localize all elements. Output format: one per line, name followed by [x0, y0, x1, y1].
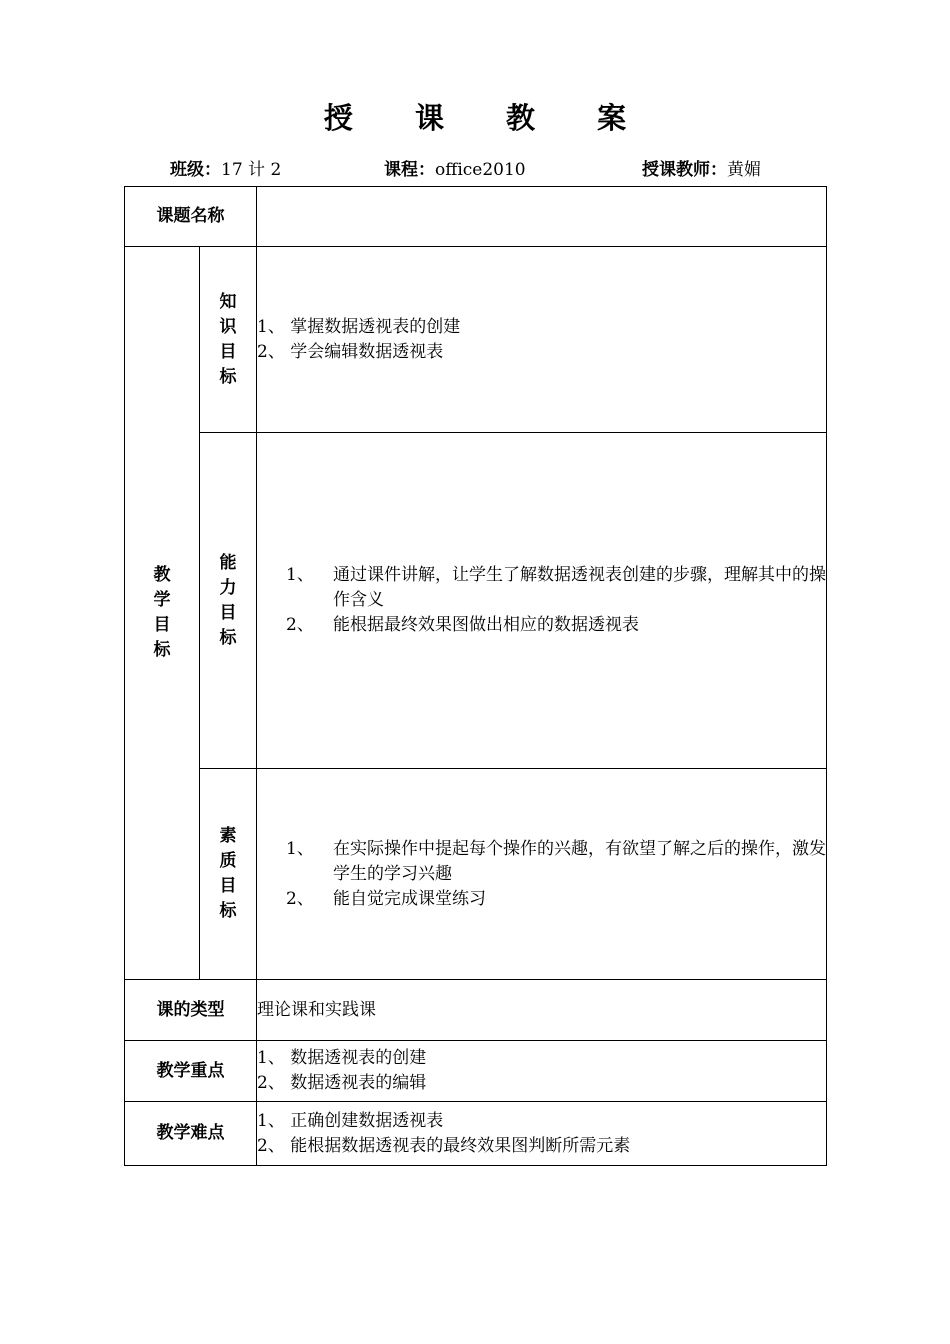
item-number: 1、: [286, 838, 314, 859]
list-item: 1、 掌握数据透视表的创建: [257, 316, 461, 337]
ability-goal-content: [257, 433, 827, 769]
list-item: [286, 563, 826, 613]
knowledge-goal-content: [257, 247, 827, 433]
quality-goal-content: [257, 769, 827, 980]
key-points-content: [257, 1041, 827, 1102]
class-value: 17 计 2: [221, 160, 282, 180]
topic-value: [257, 187, 827, 247]
teaching-goals-label: [125, 247, 200, 980]
teacher-info: [642, 155, 761, 180]
list-item: 2、 学会编辑数据透视表: [257, 341, 444, 362]
list-item: [286, 887, 826, 912]
document-title: 授 课 教 案: [323, 101, 653, 135]
topic-row: [125, 187, 827, 247]
lesson-type-row: [125, 980, 827, 1041]
lesson-type-value: 理论课和实践课: [257, 980, 827, 1041]
difficulties-label: 教学难点: [125, 1102, 257, 1166]
lesson-plan-table: [124, 186, 827, 1166]
item-text: 能自觉完成课堂练习: [333, 888, 486, 909]
quality-goal-list: [257, 837, 826, 912]
knowledge-goal-row: [125, 247, 827, 433]
quality-goal-row: [125, 769, 827, 980]
list-item: [286, 613, 826, 638]
list-item: 1、 正确创建数据透视表: [257, 1110, 444, 1131]
list-item: 2、 能根据数据透视表的最终效果图判断所需元素: [257, 1135, 631, 1156]
knowledge-goal-label: [200, 247, 257, 433]
item-text: 能根据最终效果图做出相应的数据透视表: [333, 615, 639, 635]
teacher-value: 黄媚: [727, 160, 761, 180]
quality-goal-label-text: 素质目标: [219, 826, 237, 921]
teaching-goals-label-text: 教学目标: [153, 565, 171, 660]
quality-goal-label: [200, 769, 257, 980]
class-info: [170, 155, 281, 180]
item-text: 通过课件讲解，让学生了解数据透视表创建的步骤，理解其中的操作含义: [333, 565, 826, 610]
ability-goal-row: [125, 433, 827, 769]
key-points-label: 教学重点: [125, 1041, 257, 1102]
knowledge-goal-label-text: 知识目标: [219, 291, 237, 387]
course-label: 课程：: [384, 160, 435, 180]
topic-label: 课题名称: [125, 187, 257, 247]
key-points-row: [125, 1041, 827, 1102]
course-info: [384, 155, 526, 180]
difficulties-content: [257, 1102, 827, 1166]
item-number: 2、: [286, 615, 314, 635]
list-item: 1、 数据透视表的创建: [257, 1048, 427, 1068]
teacher-label: 授课教师：: [642, 160, 727, 180]
item-number: 2、: [286, 888, 314, 909]
lesson-type-label: 课的类型: [125, 980, 257, 1041]
ability-goal-label: [200, 433, 257, 769]
class-label: 班级：: [170, 160, 221, 180]
list-item: [286, 837, 826, 887]
item-number: 1、: [286, 565, 314, 585]
course-value: office2010: [435, 160, 526, 180]
ability-goal-list: [257, 563, 826, 638]
difficulties-row: [125, 1102, 827, 1166]
ability-goal-label-text: 能力目标: [219, 552, 237, 648]
item-text: 在实际操作中提起每个操作的兴趣，有欲望了解之后的操作，激发学生的学习兴趣: [333, 838, 826, 884]
list-item: 2、 数据透视表的编辑: [257, 1073, 427, 1093]
